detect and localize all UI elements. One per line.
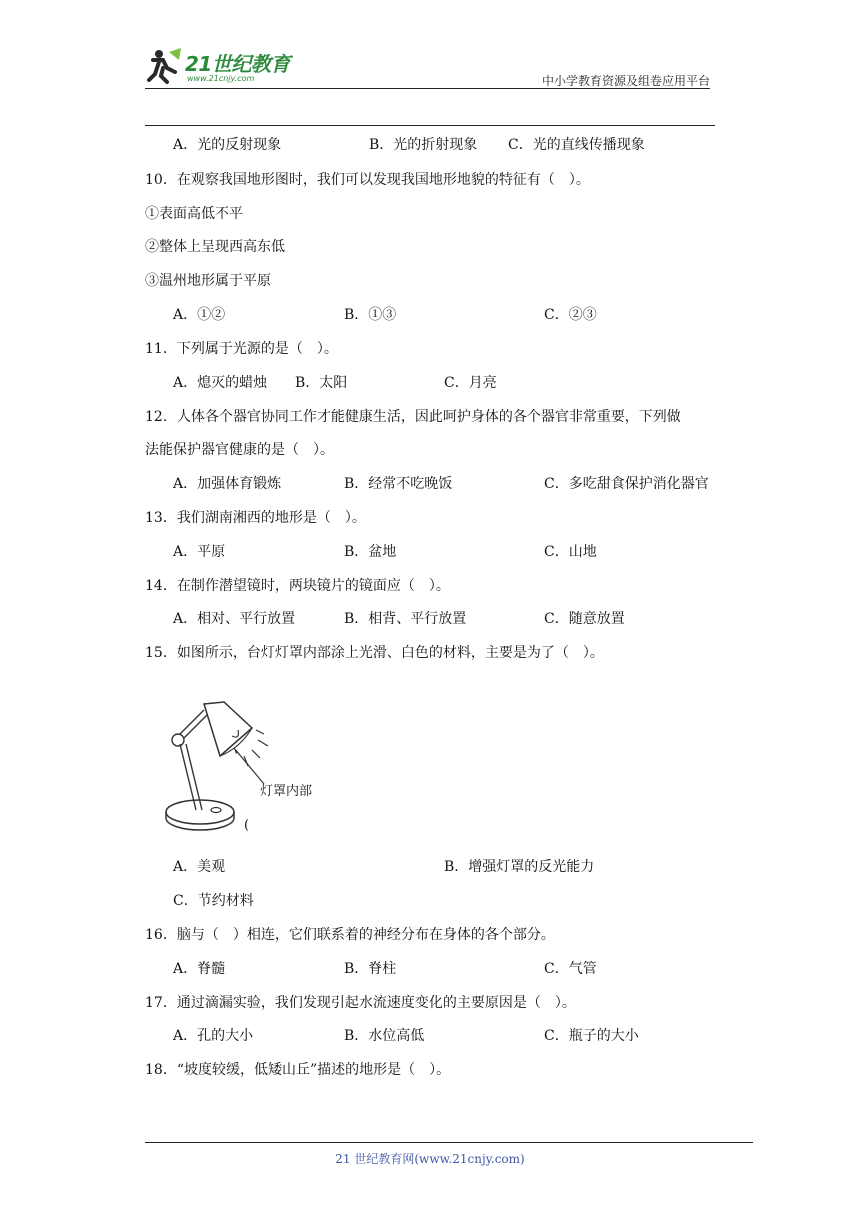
q15-stem: 15．如图所示，台灯灯罩内部涂上光滑、白色的材料，主要是为了（ ）。 [145,645,604,661]
q10-statement-3: ③温州地形属于平原 [145,273,271,289]
q13-option-c: C．山地 [544,544,597,560]
desk-lamp-figure [160,700,320,840]
q16-option-a: A．脊髓 [173,961,226,977]
logo-url: www.21cnjy.com [187,74,255,83]
q16-option-c: C．气管 [544,961,597,977]
q9-option-b: B．光的折射现象 [369,137,478,153]
q12-option-c: C．多吃甜食保护消化器官 [544,476,709,492]
q12-option-b: B．经常不吃晚饭 [344,476,453,492]
q10-stem: 10．在观察我国地形图时，我们可以发现我国地形地貌的特征有（ ）。 [145,172,590,188]
platform-title: 中小学教育资源及组卷应用平台 [541,74,710,88]
q15-option-b: B．增强灯罩的反光能力 [444,859,595,875]
q11-option-c: C．月亮 [444,375,497,391]
figure-label: 灯罩内部 [260,784,313,799]
q14-option-a: A．相对、平行放置 [173,611,296,627]
q10-option-a: A．①② [173,307,226,323]
logo-text: 21世纪教育 [185,52,290,76]
q16-option-b: B．脊柱 [344,961,397,977]
q13-stem: 13．我们湖南湘西的地形是（ ）。 [145,510,366,526]
q17-stem: 17．通过滴漏实验，我们发现引起水流速度变化的主要原因是（ ）。 [145,995,576,1011]
q11-option-a: A．熄灭的蜡烛 [173,375,268,391]
q12-stem-line-2: 法能保护器官健康的是（ ）。 [145,442,334,458]
desk-lamp-illustration [160,700,320,840]
q11-option-b: B．太阳 [295,375,348,391]
footer-text: 21 世纪教育网(www.21cnjy.com) [335,1152,525,1166]
q17-option-b: B．水位高低 [344,1028,425,1044]
q10-option-b: B．①③ [344,307,397,323]
header-divider [145,88,710,89]
site-logo [145,44,315,90]
figure-mark: ( [244,818,250,833]
q10-option-c: C．②③ [544,307,597,323]
q15-option-c: C．节约材料 [173,893,254,909]
q12-option-a: A．加强体育锻炼 [173,476,282,492]
q12-stem-line-1: 12．人体各个器官协同工作才能健康生活，因此呵护身体的各个器官非常重要，下列做 [145,409,681,425]
q18-stem: 18．“坡度较缓，低矮山丘”描述的地形是（ ）。 [145,1062,451,1078]
q10-statement-2: ②整体上呈现西高东低 [145,239,285,255]
q14-option-c: C．随意放置 [544,611,625,627]
content-top-divider [145,125,715,126]
q13-option-a: A．平原 [173,544,226,560]
q9-option-a: A．光的反射现象 [173,137,282,153]
q11-stem: 11．下列属于光源的是（ ）。 [145,341,338,357]
q13-option-b: B．盆地 [344,544,397,560]
q10-statement-1: ①表面高低不平 [145,206,243,222]
q14-stem: 14．在制作潜望镜时，两块镜片的镜面应（ ）。 [145,578,450,594]
footer-divider [145,1142,753,1143]
q14-option-b: B．相背、平行放置 [344,611,467,627]
runner-icon [145,46,185,86]
q17-option-c: C．瓶子的大小 [544,1028,639,1044]
q9-option-c: C．光的直线传播现象 [508,137,645,153]
q15-option-a: A．美观 [173,859,226,875]
q17-option-a: A．孔的大小 [173,1028,254,1044]
q16-stem: 16．脑与（ ）相连，它们联系着的神经分布在身体的各个部分。 [145,927,555,943]
